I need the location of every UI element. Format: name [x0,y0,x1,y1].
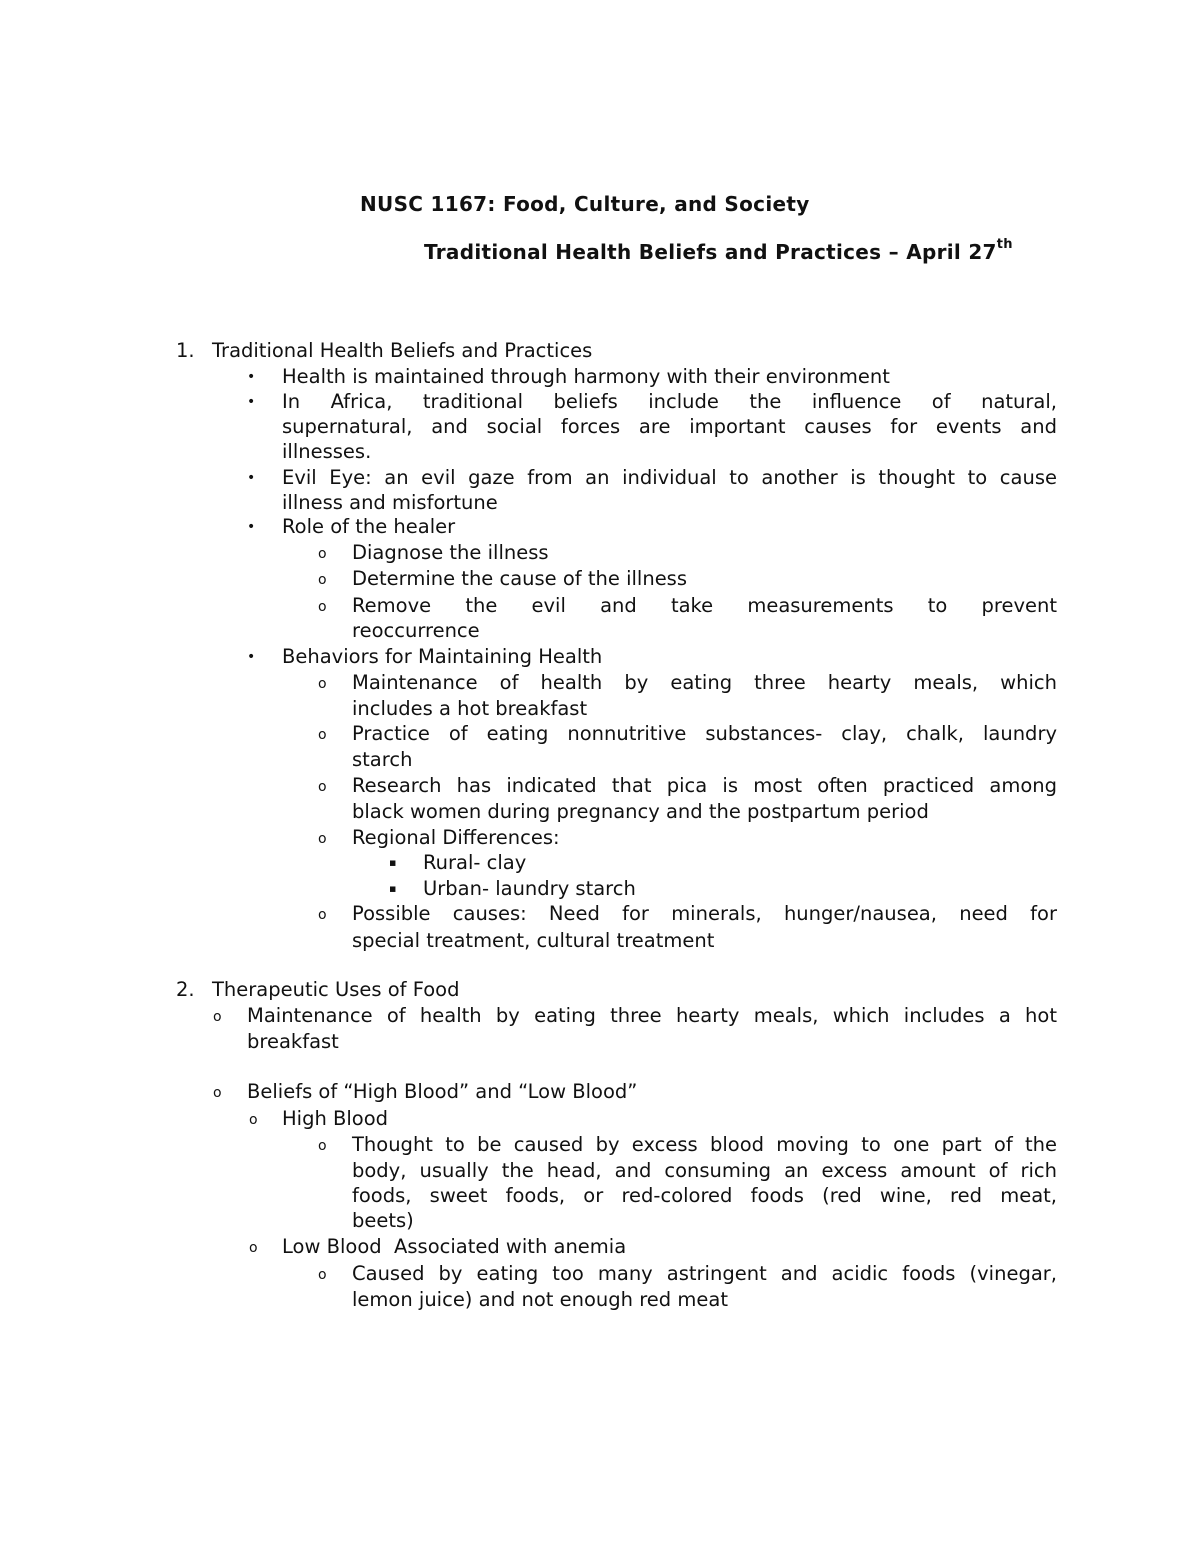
section-number: 1. [176,339,195,362]
circle-marker: o [318,1267,327,1283]
tertiary-list-item: Urban- laundry starch [423,877,636,900]
sub-list-item: Research has indicated that pica is most often practiced among [352,774,1057,797]
section-number: 2. [176,978,195,1001]
bullet-marker: • [247,394,256,410]
circle-marker: o [318,676,327,692]
sub-list-item: Low Blood Associated with anemia [282,1235,627,1258]
date-ordinal-suffix: th [996,237,1013,253]
circle-marker: o [318,727,327,743]
circle-marker: o [213,1085,222,1101]
sub-list-item: Determine the cause of the illness [352,567,688,590]
bullet-marker: • [247,470,256,486]
sub-list-item: Diagnose the illness [352,541,549,564]
list-item-continuation: supernatural, and social forces are important causes for events and [282,415,1057,438]
tertiary-list-item: Thought to be caused by excess blood moving to one part of the [352,1133,1057,1156]
lecture-subtitle [424,237,1013,264]
tertiary-list-item: Rural- clay [423,851,527,874]
circle-marker: o [318,831,327,847]
bullet-marker: • [247,519,256,535]
circle-marker: o [213,1009,222,1025]
sub-list-item-continuation: special treatment, cultural treatment [352,929,715,952]
circle-marker: o [249,1240,258,1256]
tertiary-list-item-continuation: body, usually the head, and consuming an excess amount of rich [352,1159,1057,1182]
sub-list-item: Regional Differences: [352,826,560,849]
sub-list-item: Maintenance of health by eating three hearty meals, which [352,671,1057,694]
list-item: Health is maintained through harmony with their environment [282,365,890,388]
bullet-marker: • [247,649,256,665]
lecture-subtitle-text: Traditional Health Beliefs and Practices – April 27 [424,240,997,264]
square-marker: ▪ [389,856,397,869]
sub-list-item: Practice of eating nonnutritive substances- clay, chalk, laundry [352,722,1057,745]
list-item: Behaviors for Maintaining Health [282,645,603,668]
section-heading: Traditional Health Beliefs and Practices [212,339,593,362]
list-item: Beliefs of “High Blood” and “Low Blood” [247,1080,638,1103]
list-item: Maintenance of health by eating three hearty meals, which includes a hot [247,1004,1057,1027]
sub-list-item: Remove the evil and take measurements to prevent [352,594,1057,617]
sub-list-item: Possible causes: Need for minerals, hunger/nausea, need for [352,902,1057,925]
list-item: Role of the healer [282,515,456,538]
sub-list-item: High Blood [282,1107,389,1130]
list-item-continuation: illness and misfortune [282,491,498,514]
list-item: In Africa, traditional beliefs include the influence of natural, [282,390,1057,413]
tertiary-list-item-continuation: beets) [352,1209,414,1232]
circle-marker: o [249,1112,258,1128]
course-title: NUSC 1167: Food, Culture, and Society [360,192,810,216]
sub-list-item-continuation: reoccurrence [352,619,480,642]
square-marker: ▪ [389,882,397,895]
section-heading: Therapeutic Uses of Food [212,978,460,1001]
circle-marker: o [318,779,327,795]
list-item: Evil Eye: an evil gaze from an individual to another is thought to cause [282,466,1057,489]
circle-marker: o [318,907,327,923]
circle-marker: o [318,572,327,588]
list-item-continuation: breakfast [247,1030,339,1053]
tertiary-list-item-continuation: lemon juice) and not enough red meat [352,1288,728,1311]
sub-list-item-continuation: starch [352,748,413,771]
circle-marker: o [318,1138,327,1154]
sub-list-item-continuation: includes a hot breakfast [352,697,588,720]
bullet-marker: • [247,369,256,385]
tertiary-list-item-continuation: foods, sweet foods, or red-colored foods (red wine, red meat, [352,1184,1057,1207]
sub-list-item-continuation: black women during pregnancy and the postpartum period [352,800,929,823]
tertiary-list-item: Caused by eating too many astringent and acidic foods (vinegar, [352,1262,1057,1285]
circle-marker: o [318,599,327,615]
circle-marker: o [318,546,327,562]
list-item-continuation: illnesses. [282,440,372,463]
